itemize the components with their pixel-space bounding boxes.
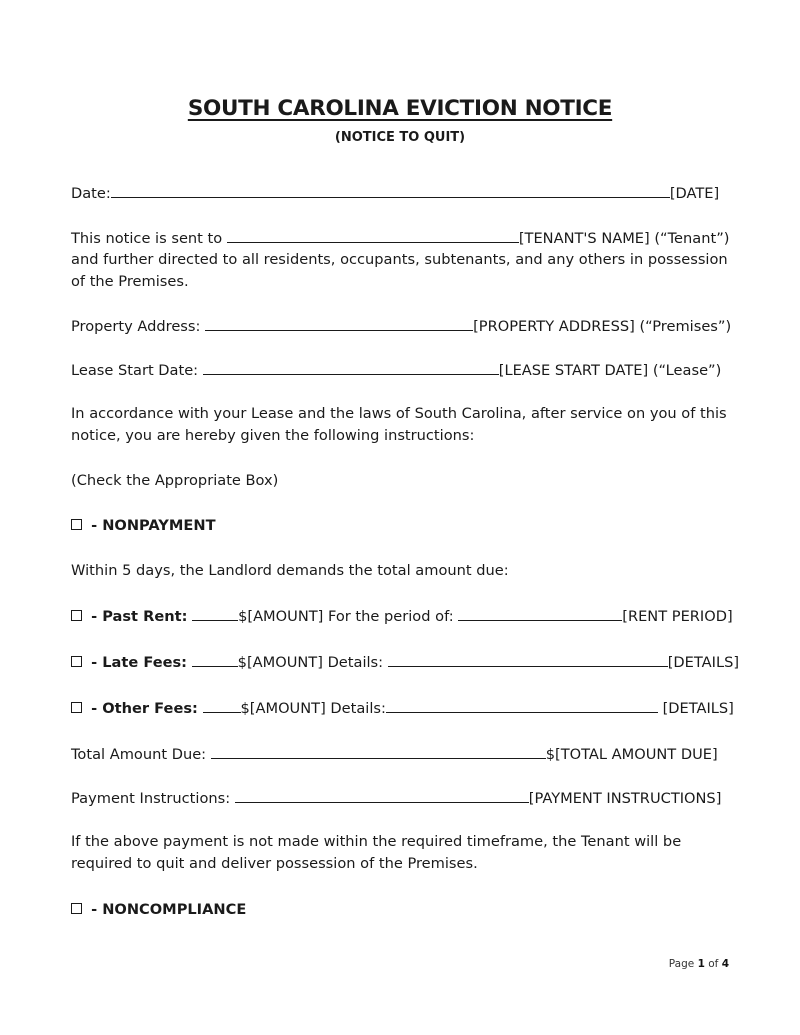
past-rent-amount: $[AMOUNT] [238,608,324,625]
payment-blank[interactable] [235,787,529,803]
property-blank[interactable] [205,315,473,331]
other-fees-line [71,697,734,720]
lease-label: Lease Start Date: [71,362,199,379]
noncompliance-heading-text: - NONCOMPLIANCE [86,901,247,918]
past-rent-line [71,605,731,628]
late-fees-details-label: Details: [327,654,384,671]
sent-to-continuation: and further directed to all residents, occupants, subtenants, and any others in possession of the Premises. [71,251,728,290]
late-fees-details-placeholder: [DETAILS] [667,654,740,671]
past-rent-label: - Past Rent: [86,608,188,625]
property-line [71,315,731,338]
nonpayment-warning: If the above payment is not made within the required timeframe, the Tenant will be required to quit and deliver possession of the Premises. [71,833,682,872]
nonpayment-heading [71,515,731,537]
past-rent-period-label: For the period of: [327,608,454,625]
current-page: 1 [697,958,705,970]
payment-line [71,787,731,810]
nonpayment-heading-text: - NONPAYMENT [86,517,216,534]
nonpayment-checkbox[interactable] [71,519,82,530]
other-fees-details-placeholder: [DETAILS] [662,700,734,717]
date-line [71,182,731,205]
rent-period-placeholder: [RENT PERIOD] [622,608,733,625]
noncompliance-checkbox[interactable] [71,903,82,914]
property-placeholder: [PROPERTY ADDRESS] (“Premises”) [473,318,732,335]
late-fees-line [71,651,740,674]
of-word: of [708,958,719,970]
payment-placeholder: [PAYMENT INSTRUCTIONS] [528,790,722,807]
date-placeholder: [DATE] [669,185,720,202]
lease-blank[interactable] [203,359,499,375]
noncompliance-heading [71,899,731,921]
lease-line [71,359,731,382]
property-label: Property Address: [71,318,201,335]
accordance-paragraph: In accordance with your Lease and the laws of South Carolina, after service on you of this notice, you are hereby given the following instructions: [71,405,727,444]
late-fees-label: - Late Fees: [86,654,188,671]
total-placeholder: $[TOTAL AMOUNT DUE] [545,746,718,763]
rent-period-blank[interactable] [458,605,622,621]
late-fees-checkbox[interactable] [71,656,82,667]
other-fees-details-label: Details: [330,700,386,717]
nonpayment-intro: Within 5 days, the Landlord demands the total amount due: [71,562,509,579]
total-blank[interactable] [211,743,546,759]
document-title: SOUTH CAROLINA EVICTION NOTICE [187,96,613,121]
late-fees-amount-blank[interactable] [192,651,238,667]
past-rent-amount-blank[interactable] [192,605,238,621]
tenant-name-placeholder: [TENANT'S NAME] (“Tenant”) [518,230,730,247]
date-blank[interactable] [111,182,670,198]
late-fees-details-blank[interactable] [388,651,668,667]
other-fees-amount: $[AMOUNT] [240,700,326,717]
tenant-name-blank[interactable] [227,227,519,243]
page-word: Page [668,958,695,970]
other-fees-details-blank[interactable] [386,697,658,713]
total-line [71,743,731,766]
total-pages: 4 [721,958,729,970]
sent-to-label: This notice is sent to [71,230,223,247]
total-label: Total Amount Due: [71,746,207,763]
check-box-instruction: (Check the Appropriate Box) [71,472,279,489]
other-fees-amount-blank[interactable] [203,697,241,713]
sent-to-line [71,227,731,250]
other-fees-checkbox[interactable] [71,702,82,713]
past-rent-checkbox[interactable] [71,610,82,621]
document-subtitle: (NOTICE TO QUIT) [334,130,466,145]
date-label: Date: [71,185,111,202]
late-fees-amount: $[AMOUNT] [237,654,323,671]
other-fees-label: - Other Fees: [86,700,198,717]
lease-placeholder: [LEASE START DATE] (“Lease”) [498,362,722,379]
payment-label: Payment Instructions: [71,790,231,807]
page-number [669,958,729,970]
